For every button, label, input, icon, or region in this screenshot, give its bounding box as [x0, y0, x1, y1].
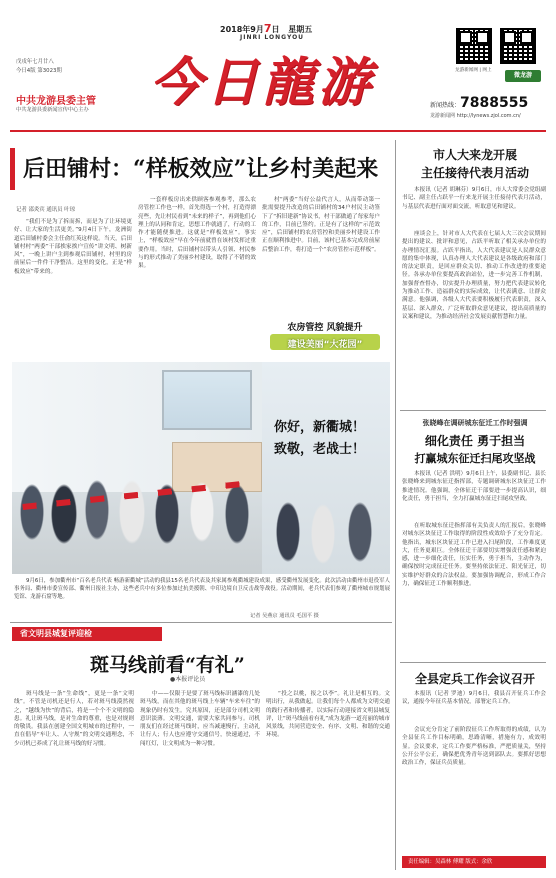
rb-body: 会议充分肯定了前阶段征兵工作所取得的成绩，认为全县征兵工作目标明确，思路清晰，措施有力，成效明显。会议要求，定兵工作要严格标准，严把质量关，坚持公开公平公正，确保把优秀青年送到部队去。要抓好思想政治工作，保证兵员质量。: [402, 727, 546, 767]
lead-col-2: 一套样板房出来供顾客参观参考，那么农房管控工作也一样，首先得选一个村，打造得漂亮些，先让村民看到“未来的样子”，再到他们心理上的认同和肯定，思想工作就通了，行动的工作才能随便推进。这就是“样板效应”。事实上，“样板效应”早在今年前就曾在该村发挥过重要作用。当时，后田铺村以带头人引领、村民参与的形式推动了美丽乡村建设，取得了不错的效果。: [138, 197, 256, 270]
hotline-number: 7888555: [460, 95, 529, 111]
rt-headline-1: 市人大来龙开展: [432, 148, 517, 162]
date-day: 7: [263, 22, 272, 35]
bottom-col-3: “投之以桃，报之以李”。礼让是相互的。文明出行，从我做起。让我们每个人都成为文明交通的践行者和传播者，以实际行动迎接省文明县城复评，让“斑马线前看有礼”成为龙游一道亮丽的城市风景线，共同营造安全、有序、文明、和谐的交通环境。: [266, 691, 390, 739]
lead-headline: 后田铺村：“样板效应”让乡村美起来: [23, 156, 379, 182]
lead-banner-text: 建设美丽“大花园”: [287, 340, 363, 350]
date-text: 2018年9月: [220, 25, 264, 34]
rb-headline: 全县定兵工作会议召开: [414, 672, 535, 686]
lead-col-1: “我们不是为了拆而拆，而是为了让环境更好、让大家的生活更美。”9月4日下午，龙洲街道后田铺村委会主任俞红英这样说。当天，后田铺村村“两委”干部挨家挨户宣传“讲文明、树新风”，一晚上讲户主到参观后田铺村，村里的房前屋后一件件干净整洁。这里的变化，正是“样板效应”带来的。: [14, 219, 132, 275]
masthead-divider: [10, 130, 546, 132]
weilongyou-logo: [505, 70, 541, 82]
rt-lead: 本报讯（记者 胡琳芬）9月6日，市人大常委会党组副书记、副主任占跃平一行来龙开展主任接待代表月活动，与基层代表进行面对面交流，听取意见和建议。: [402, 187, 546, 210]
photo-credit: 记者 吴燕京 通讯员 毛国平 摄: [250, 613, 319, 619]
lunar-date: 戊戌年七月廿八: [16, 59, 54, 65]
rm-kicker: 张晓峰在调研城东征迁工作时强调: [422, 419, 528, 427]
right-divider-2: [400, 662, 546, 663]
rm-headline-1: 细化责任 勇于担当: [424, 434, 526, 448]
rt-headline-2: 主任接待代表月活动: [420, 166, 529, 180]
rm-body: 在听取城东征迁指挥部有关负责人的汇报后，张晓峰对城东区块征迁工作取得的阶段性成效给予了充分肯定。他指出，城东区块征迁工作已进入扫尾阶段，工作难度更大，任务更艰巨。全体征迁干部要切实增强责任感和紧迫感，进一步细化责任，压实任务，勇于担当，主动作为，确保按时完成征迁任务。要坚持依法征迁、阳光征迁，切实维护好群众的合法权益。要加强协调配合，形成工作合力，确保征迁工作顺利推进。: [402, 523, 546, 588]
bottom-section-label: 省文明县城复评迎检: [20, 629, 92, 638]
app-label: 龙游新闻网 | 网上: [455, 68, 492, 73]
rt-body: 座谈会上，针对市人大代表在七届人大三次会议期间提出的建议、批评和意见，占跃平听取了相关承办单位的办理情况汇报。占跃平指出，人大代表建议是人民群众意愿的集中体现，认真办理人大代表建议是各级政府和部门的法定职责，是回应群众关切、推动工作改进的重要途径。各承办单位要提高政治站位，进一步完善工作机制，加强督查督办，切实提升办理质量，努力把代表建议转化为推动工作、造福群众的实际成效，让代表满意、让群众满意。他强调，各级人大代表要积极履行代表职责，深入基层、深入群众，广泛听取群众意见建议，提出高质量的议案和建议，为推动经济社会发展贡献智慧和力量。: [402, 231, 546, 320]
rm-lead: 本报讯（记者 洪明）9月6日上午，县委副书记、县长张晓峰来到城东征迁指挥部，专题调研城东区块征迁工作推进情况。他强调，全体征迁干部要进一步提高认识，细化责任，勇于担当，全力打赢城东征迁扫尾攻坚战。: [402, 471, 546, 502]
date-day-suffix: 日: [271, 25, 280, 34]
bottom-byline: ●本报评论员: [170, 676, 206, 683]
photo-right-crowd: [268, 492, 388, 574]
lead-col-3: 村“两委”当好公益代言人，从而带动第一批需要提升改造的后田铺村的34户村民主动签下了“拆旧建新”协议书，村干部做通了每家每户的工作，目前已签约。正是有了这样的“示范效应”，后田铺村的农房管控和美丽乡村建设工作正在顺利推进中。目前，该村已基本完成房前屋后整治工作，将打造一个“农房管控示范样板”。: [262, 197, 380, 253]
logo-text: 微龙游: [513, 72, 532, 79]
masthead: [0, 0, 556, 138]
lead-banner: [270, 334, 380, 350]
qr-code-news: [456, 28, 492, 64]
photo-overlay-line-1: 你好，新衢城！: [274, 420, 366, 435]
bottom-col-1: 斑马线是一条“生命线”，更是一条“文明线”。不管是司机还是行人，若对斑马线漠然视之，“越线为快”的背后，将是一个个不文明的隐患。礼让斑马线，是对生命的尊重，也是对规则的敬畏。我县在创建全国文明城市的过程中，一直在倡导“车让人、人守规”的文明交通理念，不少司机已养成了礼让斑马线的好习惯。: [14, 691, 134, 747]
edition-number: 今日4版 第3023期: [16, 68, 62, 74]
right-divider-1: [400, 410, 546, 411]
bottom-divider: [10, 622, 392, 623]
lead-subhead: 农房管控 风貌提升: [287, 323, 363, 333]
hotline: [430, 92, 528, 111]
masthead-pinyin: JINRI LONGYOU: [240, 34, 305, 41]
bottom-col-2: 中——仅限于是要了斑马线标识涵漆的几处斑马线，而在其他的斑马线上车辆“车来车往”的现象仍时有发生。究其原因，还是部分司机文明意识淡薄。文明交通，需要大家共同参与。司机朋友们在经过斑马线时，应当减速慢行，主动礼让行人；行人也应遵守交通信号，快速通过，不闯红灯，让文明成为一种习惯。: [140, 691, 260, 747]
editor-footer: [402, 856, 546, 868]
photo-window: [162, 370, 252, 430]
rb-lead: 本报讯（记者 罗迪）9月6日，我县召开征兵工作会议，通报今年征兵基本情况，部署定兵工作。: [402, 691, 546, 706]
bottom-headline: 斑马线前看“有礼”: [90, 654, 245, 676]
photo-overlay-line-2: 致敬，老战士！: [274, 442, 366, 457]
qr-code-wechat: [500, 28, 536, 64]
publisher: 中共龙游县委主管: [16, 96, 96, 107]
bottom-section-tag: [12, 627, 162, 641]
editor-footer-text: 责任编辑：吴森林 傅耀 版式：余欣: [408, 859, 493, 865]
photo-caption: 9月6日，参加衢州市“百名老兵代表 畅游新衢城”活动的我县15名老兵代表及其家属参观衢城建设成果，感受衢州发展变化。此次活动由衢州市退役军人事务局、衢州市委宣传部、衢州日报社主办，这些老兵中有多位参加过抗美援朝、中印边境自卫反击战等战役。活动期间，老兵代表们参观了衢州城市规划展览馆、龙游石窟等地。: [14, 578, 390, 600]
website: 龙游新闻网 http://lynews.zjol.com.cn/: [430, 113, 521, 119]
lead-byline: 记者 邵炎宾 通讯员 叶琼: [16, 207, 76, 213]
right-column-divider: [395, 140, 396, 870]
masthead-title: 今日龍游: [150, 52, 375, 113]
veterans-photo: [12, 362, 390, 574]
hotline-label: 新闻热线：: [430, 102, 461, 109]
weekday: 星期五: [288, 25, 313, 34]
lead-headline-bar: [10, 148, 390, 190]
publisher-sub: 中共龙游县委新闻宣传中心主办: [16, 107, 89, 113]
rm-headline-2: 打赢城东征迁扫尾攻坚战: [414, 452, 536, 465]
